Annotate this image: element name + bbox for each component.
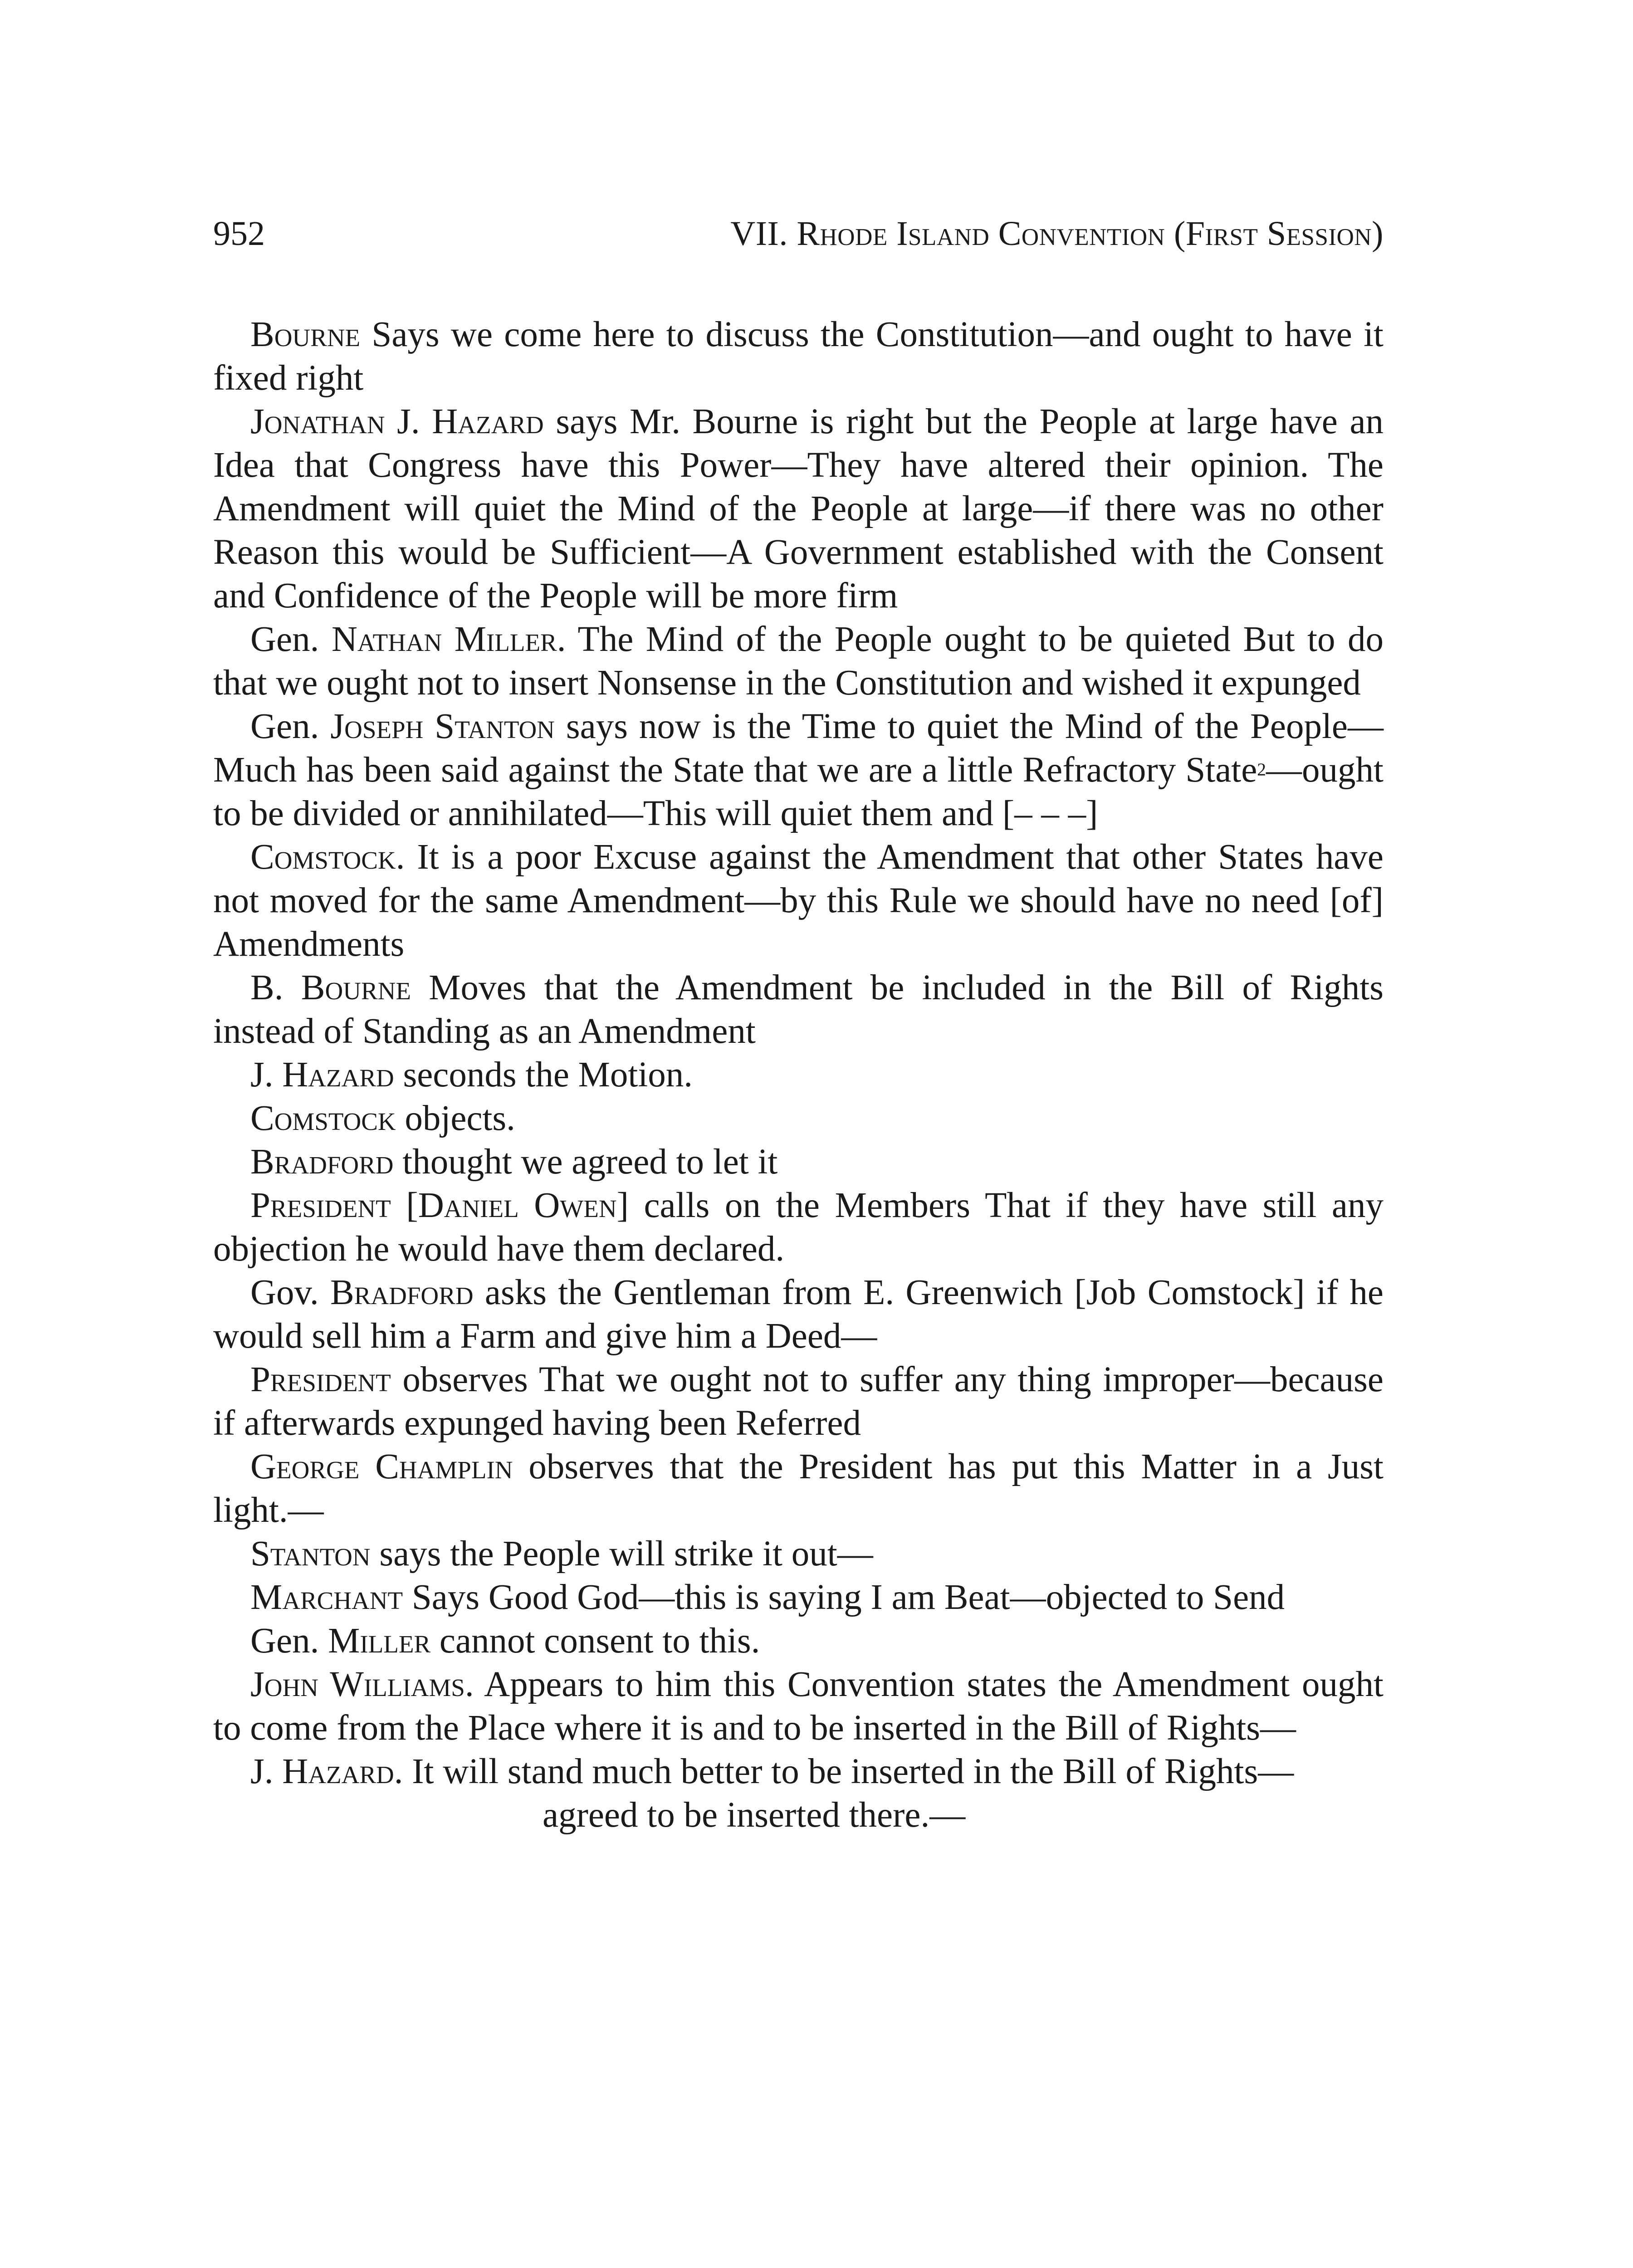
paragraph-text: . It is a poor Excuse against the Amendment that other States have not moved for the same Amendment—by this Rule we should have no need [of] Amendments: [213, 837, 1384, 964]
speaker-name: Jonathan J. Hazard: [250, 402, 544, 441]
running-title: VII. Rhode Island Convention (First Session): [730, 215, 1384, 253]
paragraph-text: objects.: [396, 1099, 515, 1138]
paragraph: [213, 400, 1384, 618]
speaker-title: Gen.: [250, 1621, 328, 1661]
running-head: [213, 213, 1384, 254]
speaker-name: Bradford: [250, 1142, 394, 1182]
paragraph-text: says Mr. Bourne is right but the People at large have an Idea that Congress have this Power—They have altered their opinion. The Amendment will quiet the Mind of the People at large—if there was no other Reason this would be Sufficient—A Government established with the Consent and Confidence of the People will be more firm: [213, 402, 1384, 616]
footnote-marker: 2: [1257, 759, 1266, 780]
paragraph: [213, 1619, 1384, 1663]
paragraph-text: [: [391, 1186, 418, 1225]
paragraph-text: Says we come here to discuss the Constitution—and ought to have it fixed right: [213, 315, 1384, 398]
paragraph-text-continued: ] calls on the Members That if they have still any objection he would have them declared.: [213, 1186, 1384, 1269]
paragraph-text: observes That we ought not to suffer any thing improper—because if afterwards expunged having been Referred: [213, 1360, 1384, 1443]
speaker-name: Stanton: [250, 1534, 371, 1574]
speaker-name: Nathan Miller: [331, 620, 557, 659]
speaker-title: Gov.: [250, 1273, 331, 1312]
speaker-name: Bourne: [250, 315, 361, 354]
document-page: [213, 213, 1384, 1837]
paragraph-text: thought we agreed to let it: [393, 1142, 778, 1182]
paragraph: [213, 1445, 1384, 1532]
paragraph: [213, 1750, 1384, 1794]
paragraph: [213, 705, 1384, 836]
paragraph-text: cannot consent to this.: [430, 1621, 760, 1661]
paragraph: [213, 1271, 1384, 1358]
paragraph: [213, 313, 1384, 400]
paragraph: [213, 1184, 1384, 1271]
paragraph: [213, 1358, 1384, 1445]
speaker-name: Hazard: [282, 1055, 394, 1095]
paragraph: [213, 966, 1384, 1053]
body-text: [213, 313, 1384, 1837]
paragraph: [213, 1053, 1384, 1097]
speaker-name: John Williams: [250, 1665, 465, 1704]
closing-line: agreed to be inserted there.—: [543, 1795, 966, 1835]
speaker-name: Hazard: [282, 1752, 394, 1791]
paragraph: [213, 1532, 1384, 1576]
paragraph-text: says now is the Time to quiet the Mind of the People—Much has been said against the State that we are a little Refractory State: [213, 707, 1384, 790]
speaker-title: Gen.: [250, 707, 331, 746]
speaker-name: George Champlin: [250, 1447, 513, 1486]
speaker-name: President: [250, 1360, 391, 1399]
speaker-initial: B.: [250, 968, 301, 1007]
speaker-name: Comstock: [250, 837, 396, 877]
page-number: 952: [213, 215, 265, 253]
speaker-initial: J.: [250, 1055, 283, 1095]
speaker-initial: J.: [250, 1752, 283, 1791]
paragraph-text: Says Good God—this is saying I am Beat—objected to Send: [403, 1578, 1285, 1617]
paragraph: [213, 1140, 1384, 1184]
paragraph-text: . The Mind of the People ought to be quieted But to do that we ought not to insert Nonsense in the Constitution and wished it expunged: [213, 620, 1384, 703]
paragraph-text: . Appears to him this Convention states the Amendment ought to come from the Place where it is and to be inserted in the Bill of Rights—: [213, 1665, 1384, 1748]
speaker-name: Joseph Stanton: [330, 707, 555, 746]
paragraph-text: asks the Gentleman from E. Greenwich [Job Comstock] if he would sell him a Farm and give him a Deed—: [213, 1273, 1384, 1356]
paragraph-text: . It will stand much better to be inserted in the Bill of Rights—: [394, 1752, 1294, 1791]
speaker-name: Bradford: [330, 1273, 474, 1312]
paragraph-text: seconds the Motion.: [394, 1055, 693, 1095]
paragraph: [213, 836, 1384, 966]
paragraph: [213, 1576, 1384, 1619]
speaker-name: Miller: [328, 1621, 431, 1661]
speaker-name: Comstock: [250, 1099, 396, 1138]
paragraph-text: says the People will strike it out—: [370, 1534, 873, 1574]
paragraph-text: observes that the President has put this Matter in a Just light.—: [213, 1447, 1384, 1530]
paragraph: [213, 1097, 1384, 1140]
speaker-name: Marchant: [250, 1578, 403, 1617]
paragraph: [213, 1663, 1384, 1750]
speaker-name: Bourne: [301, 968, 411, 1007]
paragraph-text-continued: —ought to be divided or annihilated—This will quiet them and [– – –]: [213, 750, 1384, 833]
paragraph-text: Moves that the Amendment be included in the Bill of Rights instead of Standing as an Amendment: [213, 968, 1384, 1051]
speaker-name-bracketed: Daniel Owen: [418, 1186, 617, 1225]
speaker-name: President: [250, 1186, 391, 1225]
paragraph: [213, 618, 1384, 705]
speaker-title: Gen.: [250, 620, 332, 659]
